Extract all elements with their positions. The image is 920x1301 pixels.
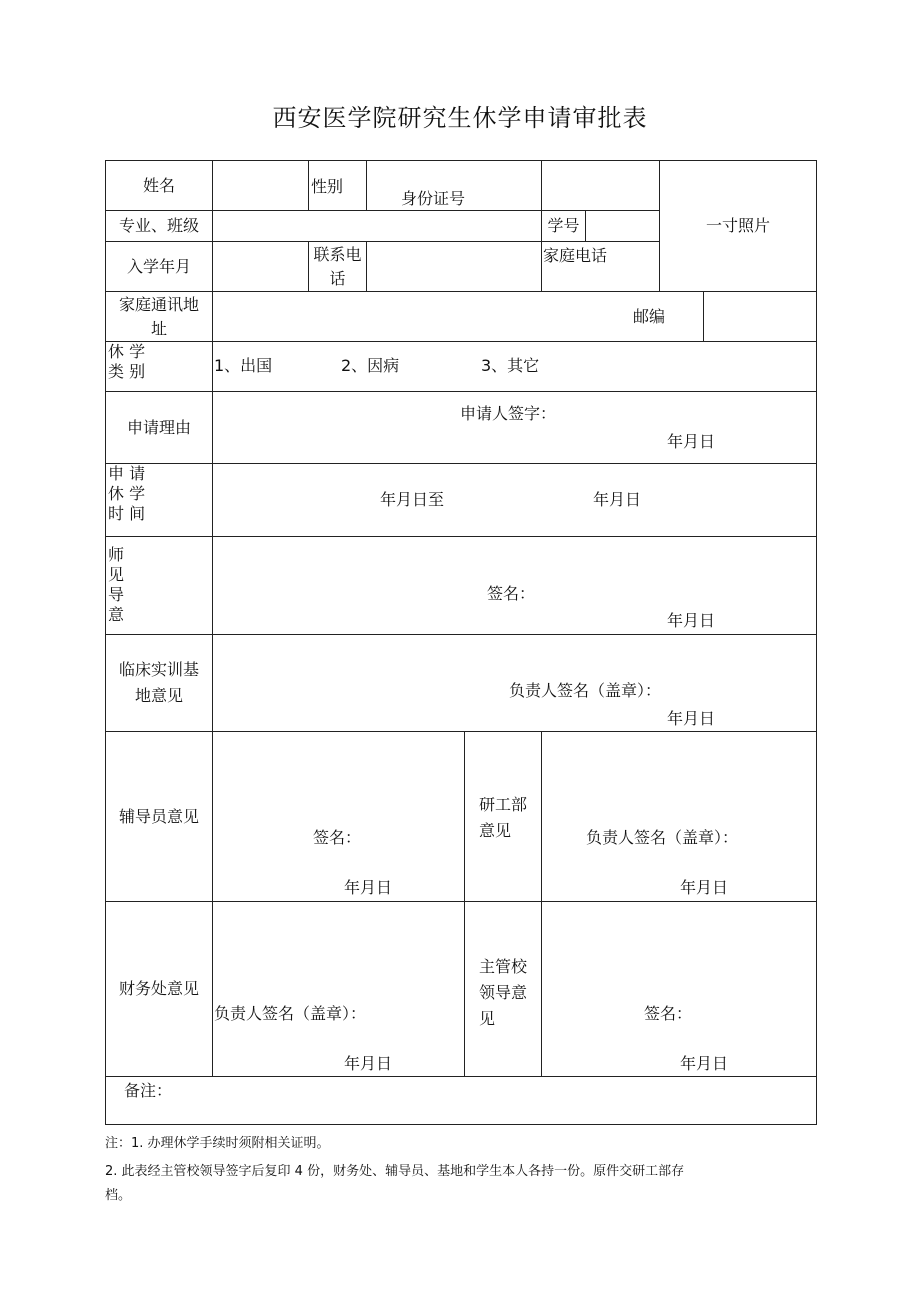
photo-cell [660,161,817,292]
address-value-cell[interactable] [213,292,704,342]
remarks-label: 备注： [124,1081,173,1100]
phone-value-cell[interactable] [367,242,542,292]
note-1: 注：1. 办理休学手续时须附相关证明。 [105,1136,330,1151]
period-label-line2: 休 学 [108,484,146,503]
student-no-label: 学号 [547,216,580,235]
enroll-label-cell [106,242,213,292]
id-label: 身份证号 [401,189,466,208]
reason-label-cell [106,392,213,464]
address-label-line2: 址 [150,318,167,338]
address-label-line1: 家庭通讯地 [118,294,199,314]
phone-label-line1: 联系电 [313,244,362,264]
finance-date: 年月日 [344,1054,393,1073]
advisor-label-1: 师 [108,545,125,564]
name-value-cell[interactable] [213,161,309,211]
form-title: 西安医学院研究生休学申请审批表 [272,104,648,132]
major-label-cell [106,211,213,242]
grad-dept-value-cell[interactable] [542,732,817,902]
school-leader-label-cell [465,902,542,1077]
school-leader-label-line1: 主管校 [479,957,528,976]
finance-label: 财务处意见 [118,979,199,998]
postcode-label: 邮编 [633,307,666,326]
period-from: 年月日至 [380,490,445,509]
grad-dept-label-line1: 研工部 [479,795,528,814]
school-leader-label-line3: 见 [479,1009,496,1028]
type-option-other[interactable]: 3、其它 [481,356,540,375]
type-options-cell [213,342,817,392]
period-to: 年月日 [593,490,642,509]
base-label-cell [106,635,213,732]
gender-label-cell [309,161,367,211]
major-value-cell[interactable] [213,211,542,242]
period-label-line1: 申 请 [108,464,146,483]
advisor-sign-label: 签名： [487,584,536,603]
address-label-cell [106,292,213,342]
counselor-date: 年月日 [344,878,393,897]
grad-dept-date: 年月日 [680,878,729,897]
base-leader-sign-label: 负责人签名（盖章）： [509,681,662,700]
advisor-date: 年月日 [667,611,716,630]
enroll-label: 入学年月 [126,256,191,276]
student-no-value-cell[interactable] [586,211,660,242]
type-option-illness[interactable]: 2、因病 [341,356,400,375]
grad-dept-label-line2: 意见 [479,821,512,840]
gender-label: 性别 [311,177,344,196]
base-label-line2: 地意见 [134,686,183,705]
base-value-cell[interactable] [213,635,817,732]
school-leader-value-cell[interactable] [542,902,817,1077]
approval-form-table [105,160,817,1125]
remarks-cell[interactable] [106,1077,817,1125]
name-label: 姓名 [142,175,175,195]
reason-date: 年月日 [667,432,716,451]
type-label-line1: 休 学 [108,342,146,361]
type-label-line2: 类 别 [108,362,146,381]
major-label: 专业、班级 [118,216,199,235]
type-option-abroad[interactable]: 1、出国 [214,356,273,375]
notes-section [105,1130,816,1210]
postcode-value-cell[interactable] [704,292,817,342]
note-2-line1: 2. 此表经主管校领导签字后复印 4 份，财务处、辅导员、基地和学生本人各持一份。原件交研工部存 [105,1164,685,1179]
advisor-value-cell[interactable] [213,537,817,635]
advisor-label-4: 意 [108,605,125,624]
school-leader-sign-label: 签名： [644,1004,693,1023]
name-label-cell [106,161,213,211]
phone-label-cell [309,242,367,292]
advisor-label-2: 见 [108,565,125,584]
period-value-cell[interactable] [213,464,817,537]
reason-value-cell[interactable] [213,392,817,464]
finance-leader-sign-label: 负责人签名（盖章）： [214,1004,367,1023]
applicant-sign-label: 申请人签字： [460,404,557,423]
advisor-label-3: 导 [108,585,125,604]
id-label-cell [367,161,542,211]
period-label-cell [106,464,213,537]
home-phone-label-cell [542,242,660,292]
counselor-label: 辅导员意见 [118,806,199,826]
advisor-label-cell [106,537,213,635]
grad-dept-leader-sign-label: 负责人签名（盖章）： [586,828,739,847]
note-2-line2: 档。 [105,1188,132,1203]
counselor-value-cell[interactable] [213,732,465,902]
finance-label-cell [106,902,213,1077]
school-leader-date: 年月日 [680,1054,729,1073]
period-label-line3: 时 间 [108,504,146,523]
reason-label: 申请理由 [126,417,191,437]
base-date: 年月日 [667,709,716,728]
enroll-value-cell[interactable] [213,242,309,292]
phone-label-line2: 话 [329,268,346,288]
home-phone-label: 家庭电话 [543,246,608,265]
grad-dept-label-cell [465,732,542,902]
student-no-label-cell [542,211,586,242]
school-leader-label-line2: 领导意 [479,983,528,1002]
type-label-cell [106,342,213,392]
counselor-label-cell [106,732,213,902]
id-value-cell[interactable] [542,161,660,211]
photo-label: 一寸照片 [706,216,771,235]
finance-value-cell[interactable] [213,902,465,1077]
base-label-line1: 临床实训基 [118,660,199,679]
counselor-sign-label: 签名： [313,828,362,847]
